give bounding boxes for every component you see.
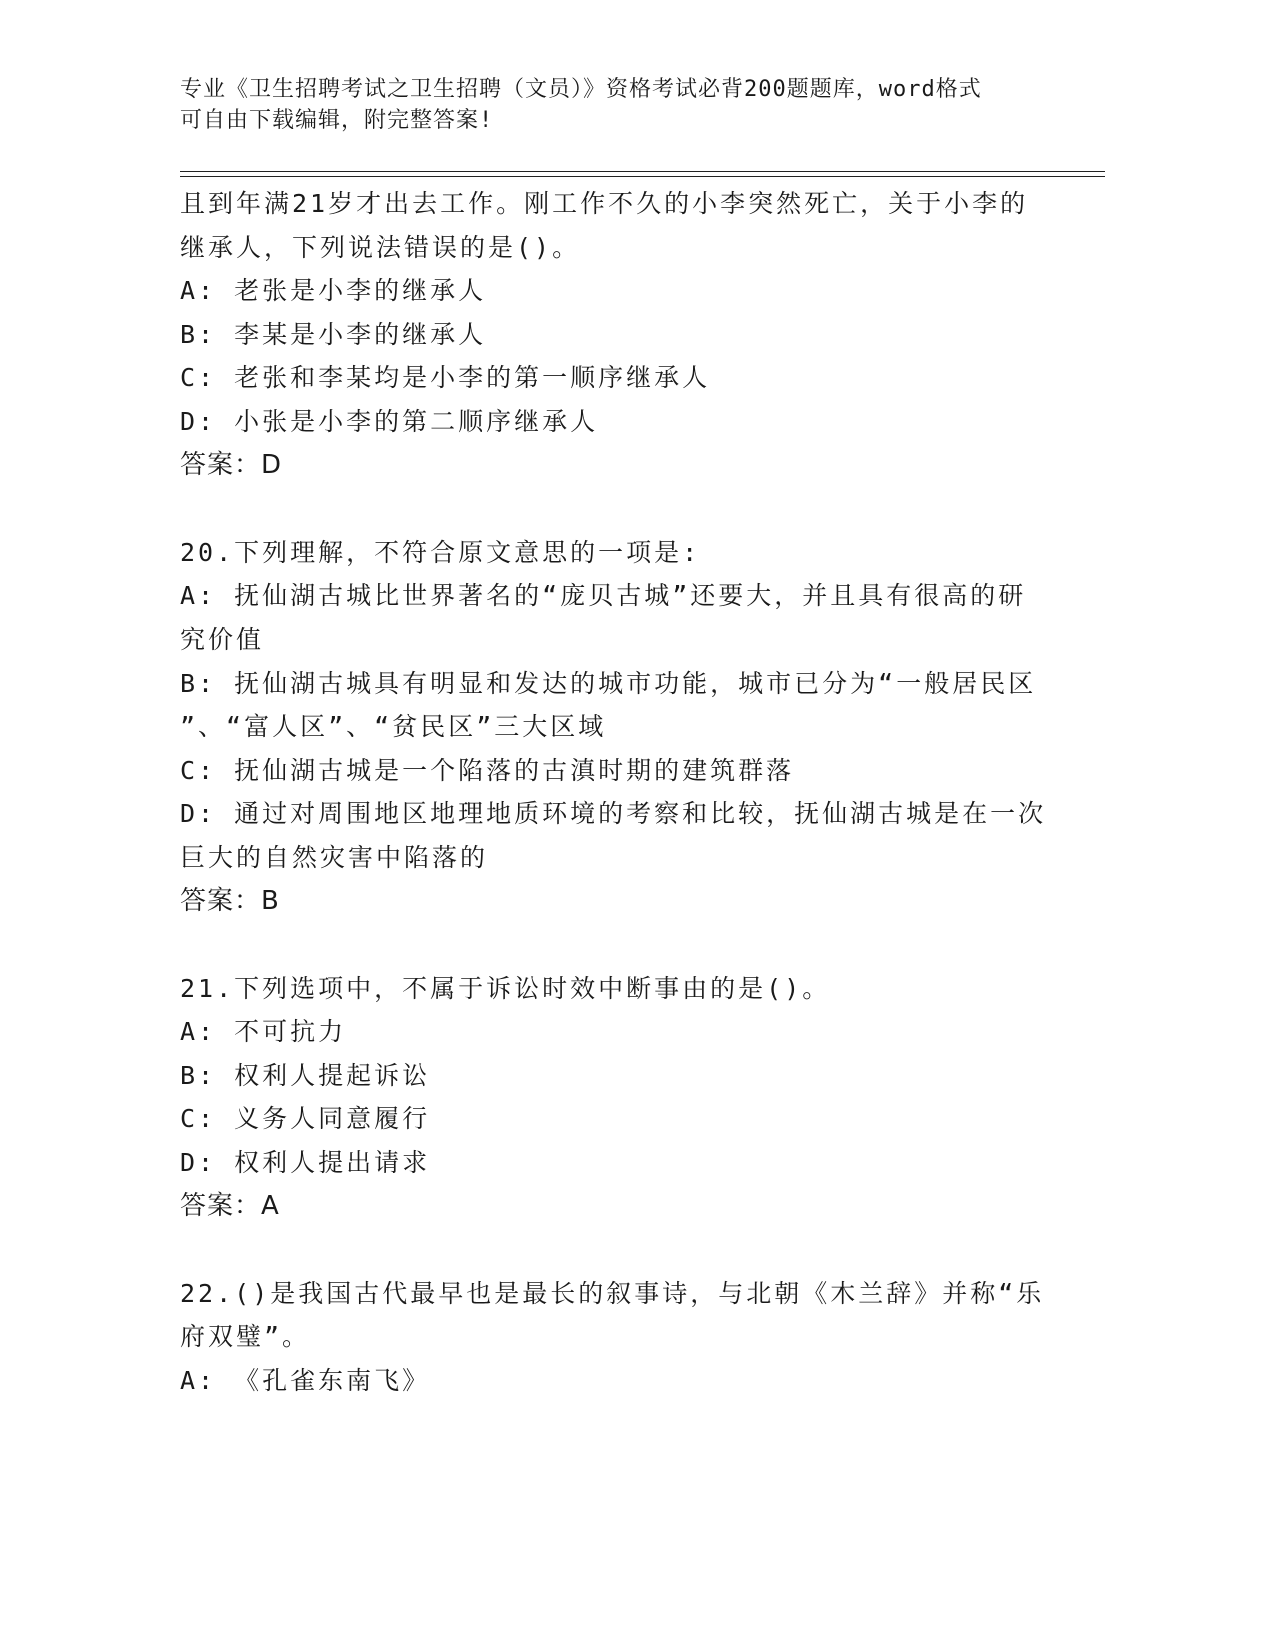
question-stem-continuation: 府双璧”。 <box>180 1322 311 1352</box>
option-c: C: 老张和李某均是小李的第一顺序继承人 <box>180 363 711 393</box>
header-title-line-1: 专业《卫生招聘考试之卫生招聘（文员）》资格考试必背200题题库，word格式 <box>180 77 982 102</box>
answer-line: 答案：A <box>180 1190 280 1221</box>
option-a: A: 老张是小李的继承人 <box>180 276 487 306</box>
question-20 <box>180 531 1060 923</box>
header-title-line-2: 可自由下载编辑，附完整答案! <box>180 108 494 133</box>
option-a: A: 抚仙湖古城比世界著名的“庞贝古城”还要大，并且具有很高的研 <box>180 581 1027 611</box>
document-header <box>180 74 1040 136</box>
question-stem-continuation: 继承人，下列说法错误的是()。 <box>180 232 581 262</box>
question-list <box>180 182 1060 1403</box>
option-d: D: 通过对周围地区地理地质环境的考察和比较，抚仙湖古城是在一次 <box>180 799 1047 829</box>
option-b: B: 李某是小李的继承人 <box>180 319 487 349</box>
option-d: D: 小张是小李的第二顺序继承人 <box>180 406 599 436</box>
question-stem: 20.下列理解，不符合原文意思的一项是: <box>180 537 701 567</box>
spacer <box>180 487 1060 531</box>
question-21 <box>180 967 1060 1229</box>
answer-line: 答案：B <box>180 885 280 916</box>
header-rule-top <box>180 171 1105 172</box>
answer-line: 答案：D <box>180 449 283 480</box>
option-d-continuation: 巨大的自然灾害中陷落的 <box>180 842 489 872</box>
option-b: B: 权利人提起诉讼 <box>180 1060 431 1090</box>
option-a: A: 不可抗力 <box>180 1017 347 1047</box>
question-22 <box>180 1272 1060 1403</box>
header-rule-bottom <box>180 176 1105 177</box>
spacer <box>180 1228 1060 1272</box>
option-d: D: 权利人提出请求 <box>180 1148 431 1178</box>
option-c: C: 抚仙湖古城是一个陷落的古滇时期的建筑群落 <box>180 755 795 785</box>
question-stem: 21.下列选项中，不属于诉讼时效中断事由的是()。 <box>180 973 831 1003</box>
spacer <box>180 923 1060 967</box>
question-stem: 22.()是我国古代最早也是最长的叙事诗，与北朝《木兰辞》并称“乐 <box>180 1278 1045 1308</box>
option-a: A: 《孔雀东南飞》 <box>180 1366 431 1396</box>
question-stem-continuation: 且到年满21岁才出去工作。刚工作不久的小李突然死亡，关于小李的 <box>180 189 1029 218</box>
option-c: C: 义务人同意履行 <box>180 1104 431 1134</box>
question-19 <box>180 182 1060 487</box>
option-b-continuation: ”、“富人区”、“贫民区”三大区域 <box>180 712 607 742</box>
option-b: B: 抚仙湖古城具有明显和发达的城市功能，城市已分为“一般居民区 <box>180 668 1037 698</box>
option-a-continuation: 究价值 <box>180 624 265 654</box>
